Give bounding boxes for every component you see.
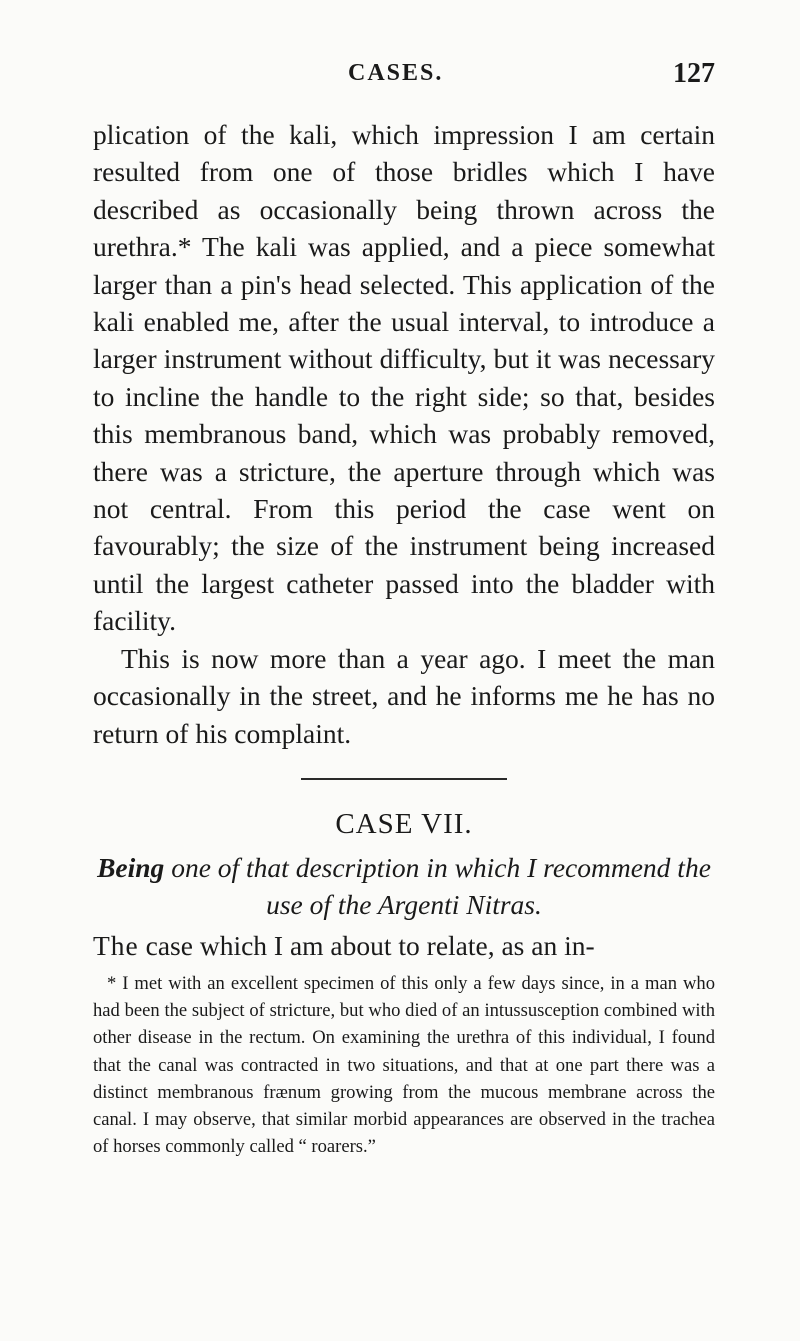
case-subtitle-rest: one of that description in which I recommend the use of the Argenti Nitras. (164, 851, 711, 920)
case-opening-first-word: The (93, 929, 139, 961)
case-subtitle-lead: Being (97, 851, 165, 883)
body-text (93, 116, 715, 752)
footnote (93, 970, 715, 1160)
running-title: CASES. (348, 60, 444, 86)
case-subtitle (93, 849, 715, 923)
page-number: 127 (673, 58, 715, 89)
footnote-text: * I met with an excellent specimen of this only a few days since, in a man who had been the subject of stricture, but who died of an intussusception combined with other disease in the rectum. On examining the urethra of this individual, I found that the canal was contracted in two situations, and that at one part there was a distinct membranous frænum growing from the mucous membrane across the canal. I may observe, that similar morbid appearances are observed in the trachea of horses commonly called “ roarers.” (93, 972, 715, 1158)
book-page (93, 60, 715, 1160)
section-divider-rule (301, 778, 507, 780)
paragraph-1: plication of the kali, which impression I am certain resulted from one of those bridles which I have described as occasionally being thrown across the urethra.* The kali was applied, and a piece somewhat larger than a pin's head selected. This application of the kali enabled me, after the usual interval, to introduce a larger instrument without difficulty, but it was necessary to incline the handle to the right side; so that, besides this membranous band, which was probably removed, there was a stricture, the aperture through which was not central. From this period the case went on favourably; the size of the instrument being increased until the largest catheter passed into the bladder with facility. (93, 119, 715, 637)
case-opening-line (93, 927, 715, 964)
running-head (93, 60, 715, 96)
case-heading: CASE VII. (335, 807, 473, 840)
paragraph-2: This is now more than a year ago. I meet the man occasionally in the street, and he informs me he has no return of his complaint. (93, 642, 715, 749)
case-opening-rest: case which I am about to relate, as an in- (138, 929, 595, 961)
